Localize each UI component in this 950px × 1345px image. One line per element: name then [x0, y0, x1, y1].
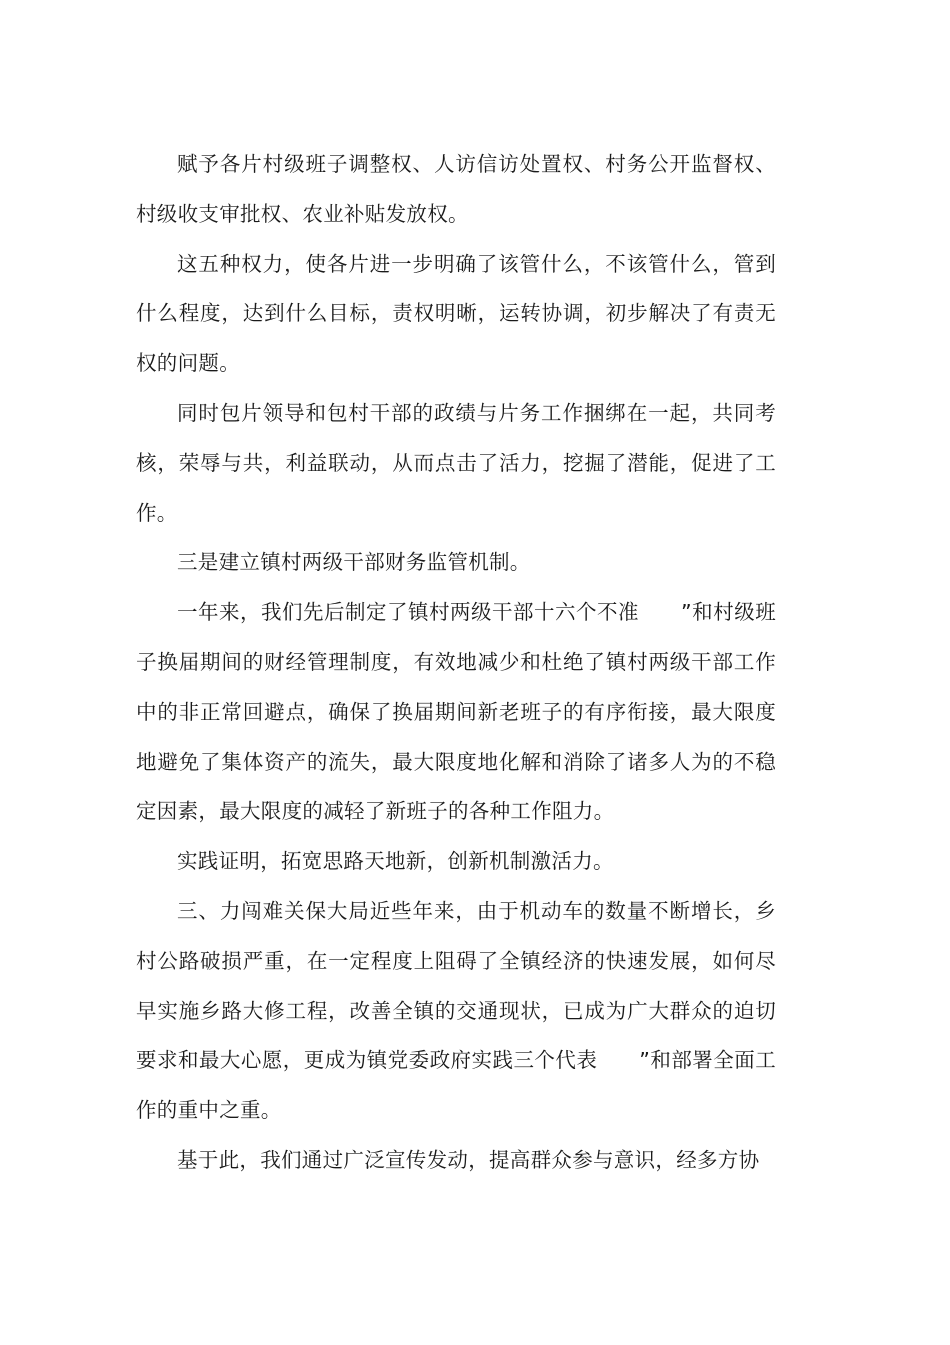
paragraph-3: 同时包片领导和包村干部的政绩与片务工作捆绑在一起，共同考核，荣辱与共，利益联动，从而点击了活力，挖掘了潜能，促进了工作。 — [136, 400, 776, 525]
paragraph-2: 这五种权力，使各片进一步明确了该管什么，不该管什么，管到什么程度，达到什么目标，责权明晰，运转协调，初步解决了有责无权的问题。 — [136, 251, 776, 376]
paragraph-8: 基于此，我们通过广泛宣传发动，提高群众参与意识，经多方协 — [177, 1147, 760, 1172]
paragraph-7: 三、力闯难关保大局近些年来，由于机动车的数量不断增长，乡村公路破损严重，在一定程度上阻碍了全镇经济的快速发展，如何尽早实施乡路大修工程，改善全镇的交通现状，已成为广大群众的迫切要求和最大心愿，更成为镇党委政府实践三个代表 ”和部署全面工作的重中之重。 — [136, 898, 776, 1123]
paragraph-6: 实践证明，拓宽思路天地新，创新机制激活力。 — [177, 849, 614, 874]
paragraph-5: 一年来，我们先后制定了镇村两级干部十六个不准 ”和村级班子换届期间的财经管理制度，有效地减少和杜绝了镇村两级干部工作中的非正常回避点，确保了换届期间新老班子的有序衔接，最大限度地避免了集体资产的流失，最大限度地化解和消除了诸多人为的不稳定因素，最大限度的减轻了新班子的各种工作阻力。 — [136, 600, 776, 824]
paragraph-4: 三是建立镇村两级干部财务监管机制。 — [177, 550, 531, 575]
paragraph-1: 赋予各片村级班子调整权、人访信访处置权、村务公开监督权、村级收支审批权、农业补贴发放权。 — [136, 152, 776, 226]
document-body — [136, 140, 776, 1186]
